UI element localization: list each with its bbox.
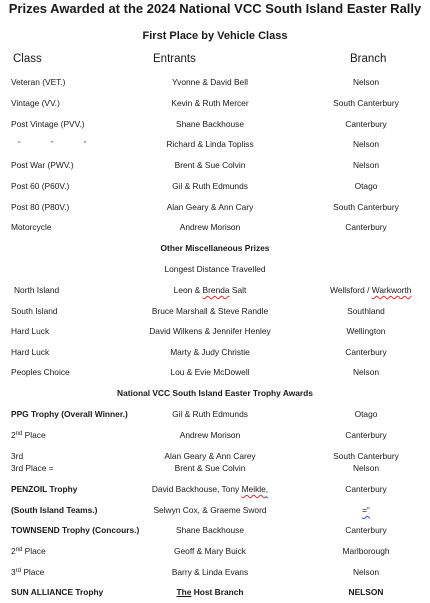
class-cell: PPG Trophy (Overall Winner.) [11,409,128,419]
entrants-cell: David Backhouse, Tony Meikle, [151,484,269,494]
class-cell: Peoples Choice [11,367,70,377]
branch-cell: NELSON [348,587,384,597]
class-cell: 3rd Place [11,567,45,577]
branch-cell: Nelson [352,77,380,87]
page-title: Prizes Awarded at the 2024 National VCC South Island Easter Rally [8,1,422,16]
branch-cell: Canterbury [345,525,387,535]
class-cell: SUN ALLIANCE Trophy [11,587,104,597]
trophy-awards-heading: National VCC South Island Easter Trophy Awards [117,388,313,398]
entrants-cell: Brent & Sue Colvin [174,463,246,473]
longest-distance-heading: Longest Distance Travelled [164,264,266,274]
entrants-cell: Alan Geary & Ann Carey [164,451,256,461]
class-cell: Vintage (VV.) [11,98,60,108]
branch-cell: South Canterbury [333,451,399,461]
class-cell: Hard Luck [11,326,50,336]
class-cell: Post War (PWV.) [11,160,74,170]
branch-cell: Nelson [352,139,380,149]
class-cell: 3rd [11,451,24,461]
class-cell: Veteran (VET.) [11,77,66,87]
branch-cell: Nelson [352,463,380,473]
class-cell: South Island [11,306,58,316]
entrants-cell: The Host Branch [176,587,244,597]
entrants-cell: Barry & Linda Evans [171,567,249,577]
branch-cell: Otago [354,409,378,419]
class-cell: North Island [14,285,60,295]
class-cell: 2nd Place [11,546,46,556]
entrants-cell: Brent & Sue Colvin [174,160,246,170]
class-cell: Post 60 (P60V.) [11,181,70,191]
entrants-cell: Geoff & Mary Buick [174,546,246,556]
class-cell: TOWNSEND Trophy (Concours.) [11,525,140,535]
branch-cell: Wellington [346,326,386,336]
class-cell: 3rd Place = [11,463,54,473]
branch-cell: Canterbury [345,222,387,232]
ditto-marks: “ ” ” [18,140,101,149]
branch-cell: Canterbury [345,430,387,440]
entrants-cell: Bruce Marshall & Steve Randle [151,306,269,316]
entrants-cell: Gil & Ruth Edmunds [172,409,248,419]
class-cell: 2nd Place [11,430,46,440]
branch-cell: Nelson [352,160,380,170]
entrants-cell: Kevin & Ruth Mercer [171,98,249,108]
branch-cell: Marlborough [342,546,390,556]
entrants-cell: Richard & Linda Topliss [166,139,254,149]
entrants-cell: Yvonne & David Bell [172,77,248,87]
branch-cell: South Canterbury [333,202,399,212]
header-class: Class [13,53,42,65]
entrants-cell: Shane Backhouse [176,119,244,129]
class-cell: Post Vintage (PVV.) [11,119,85,129]
class-cell: (South Island Teams.) [11,505,98,515]
header-branch: Branch [350,53,387,65]
misc-prizes-heading: Other Miscellaneous Prizes [160,243,270,253]
branch-cell: =“ [362,505,370,515]
entrants-cell: Gil & Ruth Edmunds [172,181,248,191]
class-cell: Post 80 (P80V.) [11,202,70,212]
branch-cell: Canterbury [345,119,387,129]
branch-cell: South Canterbury [333,98,399,108]
class-cell: PENZOIL Trophy [11,484,78,494]
entrants-cell: Lou & Evie McDowell [170,367,250,377]
class-cell: Hard Luck [11,347,50,357]
branch-cell: Nelson [352,367,380,377]
header-entrants: Entrants [153,53,196,65]
entrants-cell: Andrew Morison [179,222,241,232]
page-subtitle: First Place by Vehicle Class [142,30,288,42]
entrants-cell: David Wilkens & Jennifer Henley [149,326,271,336]
branch-cell: Canterbury [345,484,387,494]
class-cell: Motorcycle [11,222,52,232]
entrants-cell: Alan Geary & Ann Cary [166,202,254,212]
entrants-cell: Shane Backhouse [176,525,244,535]
branch-cell: Canterbury [345,347,387,357]
branch-cell: Nelson [352,567,380,577]
entrants-cell: Leon & Brenda Salt [173,285,247,295]
entrants-cell: Andrew Morison [179,430,241,440]
entrants-cell: Selwyn Cox, & Graeme Sword [153,505,267,515]
branch-cell: Southland [347,306,385,316]
branch-cell: Wellsford / Warkworth [330,285,412,295]
branch-cell: Otago [354,181,378,191]
entrants-cell: Marty & Judy Christie [170,347,250,357]
